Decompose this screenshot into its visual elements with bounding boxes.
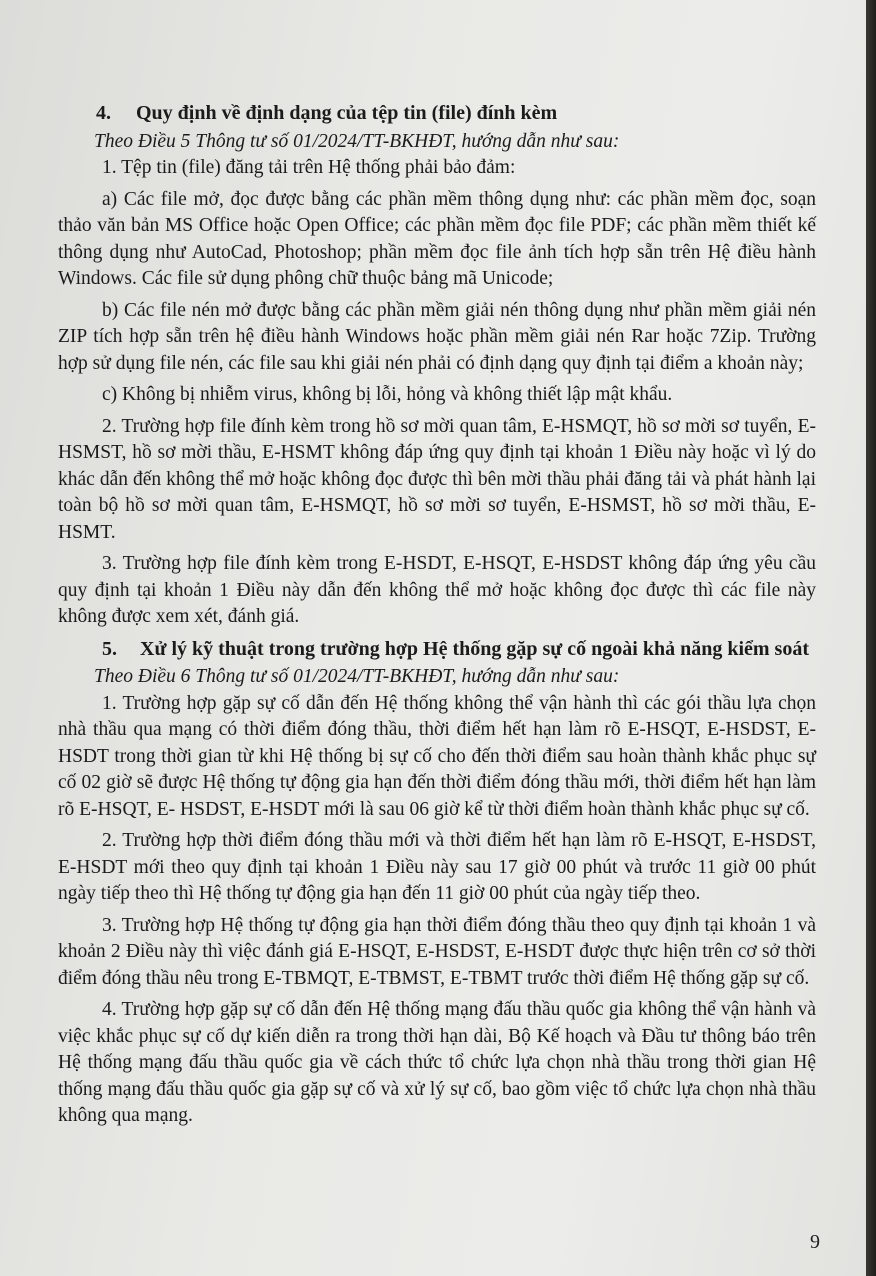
section-5-paragraph: 2. Trường hợp thời điểm đóng thầu mới và thời điểm hết hạn làm rõ E-HSQT, E-HSDST, E-HSDT mới theo quy định tại khoản 1 Điều này sau 17 giờ 00 phút và trước 11 giờ 00 phút ngày tiếp theo thì Hệ thống tự động gia hạn đến 11 giờ 00 phút của ngày tiếp theo.	[58, 830, 816, 904]
section-4-title: Quy định về định dạng của tệp tin (file) đính kèm	[136, 102, 558, 124]
section-5-title: Xử lý kỹ thuật trong trường hợp Hệ thống gặp sự cố ngoài khả năng kiểm soát	[140, 637, 810, 660]
section-5-intro: Theo Điều 6 Thông tư số 01/2024/TT-BKHĐT, hướng dẫn như sau:	[94, 666, 620, 687]
section-4-number: 4.	[96, 102, 111, 124]
section-4-paragraph: 2. Trường hợp file đính kèm trong hồ sơ mời quan tâm, E-HSMQT, hồ sơ mời sơ tuyển, E-HSMST, hồ sơ mời thầu, E-HSMT không đáp ứng quy định tại khoản 1 Điều này hoặc vì lý do khác dẫn đến không thể mở hoặc không đọc được thì bên mời thầu phải đăng tải và phát hành lại toàn bộ hồ sơ mời quan tâm, E-HSMQT, hồ sơ mời sơ tuyển, E-HSMST, hồ sơ mời thầu, E-HSMT.	[58, 415, 816, 543]
section-4-intro: Theo Điều 5 Thông tư số 01/2024/TT-BKHĐT, hướng dẫn như sau:	[94, 130, 620, 152]
page-number: 9	[810, 1231, 820, 1253]
page-content	[58, 100, 816, 1135]
section-4-paragraph: a) Các file mở, đọc được bằng các phần mềm thông dụng như: các phần mềm đọc, soạn thảo văn bản MS Office hoặc Open Office; các phần mềm đọc file PDF; các phần mềm thiết kế thông dụng như AutoCad, Photoshop; phần mềm đọc file ảnh tích hợp sẵn trên Hệ điều hành Windows. Các file sử dụng phông chữ thuộc bảng mã Unicode;	[58, 188, 816, 289]
section-4-paragraph: c) Không bị nhiễm virus, không bị lỗi, hỏng và không thiết lập mật khẩu.	[102, 384, 673, 405]
section-5-paragraph: 4. Trường hợp gặp sự cố dẫn đến Hệ thống mạng đấu thầu quốc gia không thể vận hành và việc khắc phục sự cố dự kiến diễn ra trong thời hạn dài, Bộ Kế hoạch và Đầu tư thông báo trên Hệ thống mạng đấu thầu quốc gia về cách thức tổ chức lựa chọn nhà thầu trong thời gian Hệ thống mạng đấu thầu quốc gia gặp sự cố và xử lý sự cố, bao gồm việc tổ chức lựa chọn nhà thầu không qua mạng.	[58, 999, 816, 1126]
section-4-paragraph: 3. Trường hợp file đính kèm trong E-HSDT, E-HSQT, E-HSDST không đáp ứng yêu cầu quy định tại khoản 1 Điều này dẫn đến không thể mở hoặc không đọc được thì các file này không được xem xét, đánh giá.	[58, 553, 816, 627]
section-4-heading	[58, 100, 816, 127]
background-edge	[866, 0, 876, 1276]
section-4-paragraph: b) Các file nén mở được bằng các phần mềm giải nén thông dụng như phần mềm giải nén ZIP tích hợp sẵn trên hệ điều hành Windows hoặc phần mềm giải nén Rar hoặc 7Zip. Trường hợp sử dụng file nén, các file sau khi giải nén phải có định dạng quy định tại điểm a khoản này;	[58, 299, 816, 374]
section-5-paragraph: 1. Trường hợp gặp sự cố dẫn đến Hệ thống không thể vận hành thì các gói thầu lựa chọn nhà thầu qua mạng có thời điểm đóng thầu, thời điểm hết hạn làm rõ E-HSQT, E-HSDST, E-HSDT trong thời gian từ khi Hệ thống bị sự cố cho đến thời điểm sau hoàn thành khắc phục sự cố 02 giờ sẽ được Hệ thống tự động gia hạn đến thời điểm đóng thầu mới, thời điểm hết hạn làm rõ E-HSQT, E- HSDST, E-HSDT mới là sau 06 giờ kể từ thời điểm hoàn thành khắc phục sự cố.	[58, 692, 816, 820]
section-5-paragraph: 3. Trường hợp Hệ thống tự động gia hạn thời điểm đóng thầu theo quy định tại khoản 1 và khoản 2 Điều này thì việc đánh giá E-HSQT, E-HSDST, E-HSDT được thực hiện trên cơ sở thời điểm đóng thầu nêu trong E-TBMQT, E-TBMST, E-TBMT trước thời điểm Hệ thống gặp sự cố.	[58, 914, 816, 989]
section-5-heading	[58, 636, 816, 663]
section-5-number: 5.	[102, 637, 117, 660]
section-4-paragraph: 1. Tệp tin (file) đăng tải trên Hệ thống phải bảo đảm:	[102, 157, 516, 178]
